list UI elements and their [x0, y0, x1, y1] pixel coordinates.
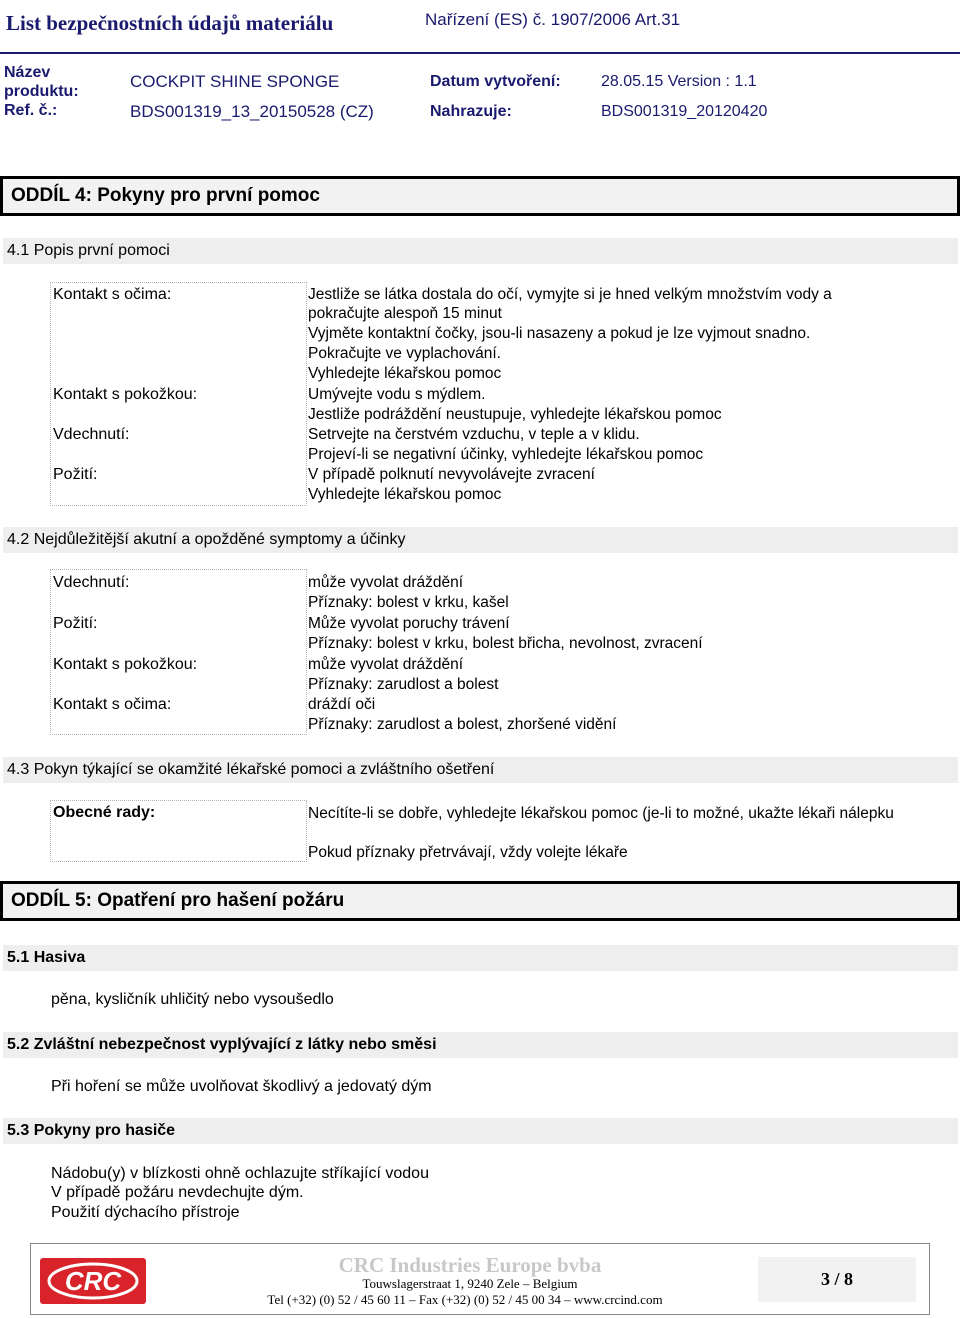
created-date-value: 28.05.15 Version : 1.1: [601, 73, 757, 90]
text-line: Vyhledejte lékařskou pomoc: [308, 486, 502, 503]
label-inhalation: Vdechnutí:: [53, 574, 130, 591]
subsection-5-3-title: 5.3 Pokyny pro hasiče: [3, 1118, 958, 1144]
label-skin-contact: Kontakt s pokožkou:: [53, 656, 198, 673]
section-4-title: ODDÍL 4: Pokyny pro první pomoc: [3, 179, 957, 213]
text-line: Umývejte vodu s mýdlem.: [308, 386, 486, 403]
product-name: COCKPIT SHINE SPONGE: [130, 72, 340, 91]
document-title: List bezpečnostních údajů materiálu: [6, 11, 334, 35]
regulation-reference: Nařízení (ES) č. 1907/2006 Art.31: [425, 10, 681, 29]
logo-text: CRC: [64, 1266, 122, 1296]
text-line: Příznaky: bolest v krku, kašel: [308, 594, 509, 611]
text-line: Pokračujte ve vyplachování.: [308, 345, 501, 362]
text-line: pěna, kysličník uhličitý nebo vysoušedlo: [51, 991, 334, 1008]
text-line: Příznaky: zarudlost a bolest, zhoršené vidění: [308, 716, 617, 733]
text-line: V případě požáru nevdechujte dým.: [51, 1184, 304, 1201]
footer-address: Touwslagerstraat 1, 9240 Zele – Belgium: [362, 1276, 578, 1291]
label-skin-contact: Kontakt s pokožkou:: [53, 386, 198, 403]
label-general-advice: Obecné rady:: [53, 804, 156, 821]
text-line: Projeví-li se negativní účinky, vyhledejte lékařskou pomoc: [308, 446, 704, 463]
text-line: Jestliže se látka dostala do očí, vymyjte si je hned velkým množstvím vody a: [308, 286, 832, 303]
label-eye-contact: Kontakt s očima:: [53, 696, 172, 713]
subsection-4-1-title: 4.1 Popis první pomoci: [3, 238, 958, 264]
header-divider: [0, 52, 960, 54]
text-line: dráždí oči: [308, 696, 376, 713]
subsection-4-2-title: 4.2 Nejdůležitější akutní a opožděné symptomy a účinky: [3, 527, 958, 553]
crc-logo: [40, 1258, 146, 1304]
text-line: Pokud příznaky přetrvávají, vždy volejte lékaře: [308, 844, 628, 861]
product-name-label-line1: Název: [4, 64, 51, 81]
text-line: Může vyvolat poruchy trávení: [308, 615, 510, 632]
text-line: V případě polknutí nevyvolávejte zvracení: [308, 466, 595, 483]
reference-value: BDS001319_13_20150528 (CZ): [130, 102, 374, 121]
section-5-header: [0, 881, 960, 921]
text-line: Vyhledejte lékařskou pomoc: [308, 365, 502, 382]
label-ingestion: Požití:: [53, 466, 98, 483]
replaces-label: Nahrazuje:: [430, 103, 512, 120]
replaces-value: BDS001319_20120420: [601, 103, 768, 120]
subsection-5-1-title: 5.1 Hasiva: [3, 945, 958, 971]
text-line: Setrvejte na čerstvém vzduchu, v teple a v klidu.: [308, 426, 640, 443]
subsection-4-3-title: 4.3 Pokyn týkající se okamžité lékařské pomoci a zvláštního ošetření: [3, 757, 958, 783]
label-ingestion: Požití:: [53, 615, 98, 632]
text-line: Jestliže podráždění neustupuje, vyhledejte lékařskou pomoc: [308, 406, 722, 423]
text-line: Při hoření se může uvolňovat škodlivý a jedovatý dým: [51, 1078, 432, 1095]
text-line: může vyvolat dráždění: [308, 574, 464, 591]
section-5-title: ODDÍL 5: Opatření pro hašení požáru: [3, 884, 957, 918]
label-eye-contact: Kontakt s očima:: [53, 286, 172, 303]
footer-company: CRC Industries Europe bvba: [338, 1253, 602, 1277]
section-4-header: [0, 176, 960, 216]
label-inhalation: Vdechnutí:: [53, 426, 130, 443]
text-line: Použití dýchacího přístroje: [51, 1204, 240, 1221]
subsection-5-2-title: 5.2 Zvláštní nebezpečnost vyplývající z látky nebo směsi: [3, 1032, 958, 1058]
footer-contact: Tel (+32) (0) 52 / 45 60 11 – Fax (+32) (0) 52 / 45 00 34 – www.crcind.com: [267, 1292, 663, 1307]
text-line: může vyvolat dráždění: [308, 656, 464, 673]
reference-label: Ref. č.:: [4, 102, 58, 119]
page-number: 3 / 8: [758, 1257, 916, 1302]
text-line: Příznaky: zarudlost a bolest: [308, 676, 499, 693]
text-line: Vyjměte kontaktní čočky, jsou-li nasazeny a pokud je lze vyjmout snadno.: [308, 325, 811, 342]
text-line: Necítíte-li se dobře, vyhledejte lékařskou pomoc (je-li to možné, ukažte lékaři nálepku: [308, 805, 894, 822]
text-line: Nádobu(y) v blízkosti ohně ochlazujte stříkající vodou: [51, 1165, 429, 1182]
created-date-label: Datum vytvoření:: [430, 73, 561, 90]
text-line: pokračujte alespoň 15 minut: [308, 305, 502, 322]
product-name-label-line2: produktu:: [4, 83, 79, 100]
text-line: Příznaky: bolest v krku, bolest břicha, nevolnost, zvracení: [308, 635, 703, 652]
